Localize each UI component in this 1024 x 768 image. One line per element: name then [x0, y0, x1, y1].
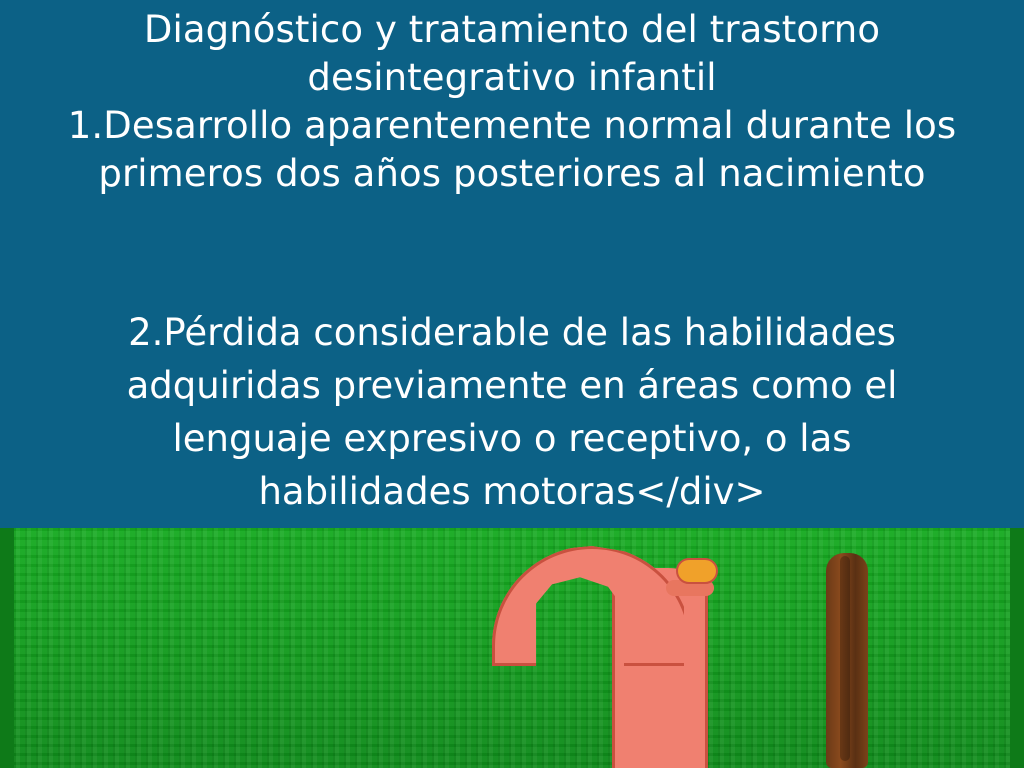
artwork-left-border: [0, 528, 14, 768]
figure-hand: [676, 558, 718, 584]
point-2-line-2: adquiridas previamente en áreas como el: [126, 364, 898, 407]
artwork-image: [0, 528, 1024, 768]
point-1-line-1: 1.Desarrollo aparentemente normal durante los: [67, 104, 957, 147]
point-2-line-3: lenguaje expresivo o receptivo, o las: [172, 417, 852, 460]
point-1-line-2: primeros dos años posteriores al nacimiento: [98, 152, 926, 195]
slide-title-line-2: desintegrativo infantil: [307, 56, 717, 99]
artwork-right-border: [1010, 528, 1024, 768]
point-2-line-4: habilidades motoras</div>: [258, 470, 766, 513]
spacer: [40, 198, 984, 306]
point-2-line-1: 2.Pérdida considerable de las habilidades: [128, 311, 896, 354]
slide-title-line-1: Diagnóstico y tratamiento del trastorno: [143, 8, 881, 51]
tree-trunk-shadow: [840, 556, 850, 761]
